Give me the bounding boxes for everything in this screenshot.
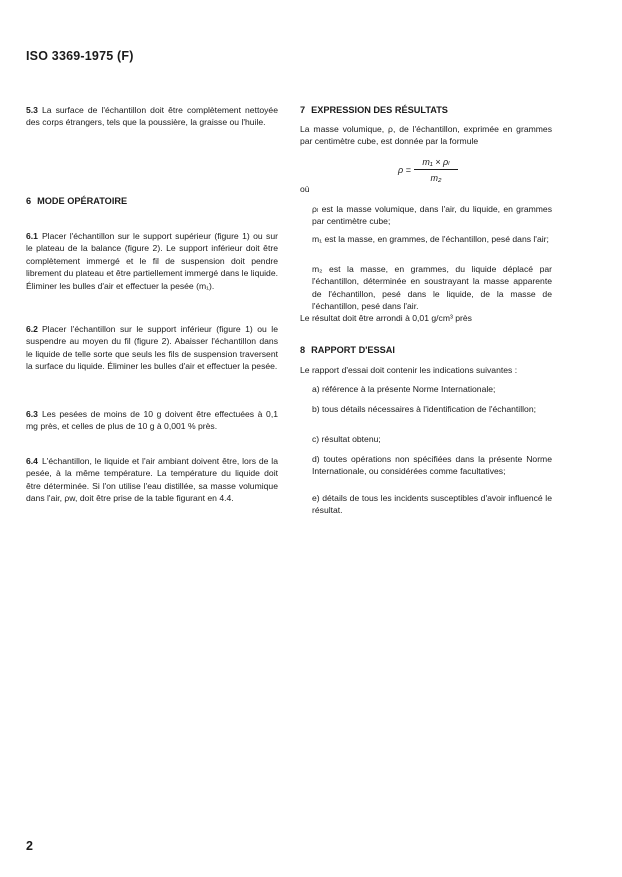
formula-lhs: ρ = bbox=[398, 165, 411, 175]
section-title: MODE OPÉRATOIRE bbox=[37, 196, 128, 206]
clause-5-3 bbox=[26, 104, 278, 129]
report-item-b: b) tous détails nécessaires à l'identification de l'échantillon; bbox=[312, 404, 536, 414]
clause-text: L'échantillon, le liquide et l'air ambiant doivent être, lors de la pesée, à la même température. La température du liquide doit être déterminée. Si l'on utilise l'eau distillée, sa masse volumique dans l'air, ρw, doit être prise de la table figurant en 4.4. bbox=[26, 456, 278, 504]
clause-number: 6.2 bbox=[26, 324, 38, 334]
clause-number: 5.3 bbox=[26, 105, 38, 115]
section-number: 8 bbox=[300, 345, 306, 355]
rounding-note: Le résultat doit être arrondi à 0,01 g/cm³ près bbox=[300, 313, 472, 323]
clause-text: La surface de l'échantillon doit être complètement nettoyée des corps étrangers, tels que la poussière, la graisse ou l'huile. bbox=[26, 105, 278, 128]
clause-number: 6.4 bbox=[26, 456, 38, 466]
fraction-bar bbox=[414, 169, 458, 170]
section-title: EXPRESSION DES RÉSULTATS bbox=[311, 105, 448, 115]
clause-6-1 bbox=[26, 230, 278, 292]
report-item-c: c) résultat obtenu; bbox=[312, 434, 381, 444]
formula-denominator: m₂ bbox=[430, 173, 442, 183]
clause-text: Placer l'échantillon sur le support supérieur (figure 1) ou sur le plateau de la balance (figure 2). Le support inférieur doit être complètement immergé et le fil de suspension doit pendre librement du plateau et être partiellement immergé dans le liquide. Éliminer les bulles d'air et effectuer la pesée (m₁). bbox=[26, 231, 278, 291]
section-6-heading bbox=[26, 195, 278, 207]
document-header: ISO 3369-1975 (F) bbox=[26, 49, 134, 63]
section-7-heading bbox=[300, 104, 552, 116]
definition-m1: m₁ est la masse, en grammes, de l'échantillon, pesé dans l'air; bbox=[312, 234, 549, 244]
definition-rho-l: ρₗ est la masse volumique, dans l'air, du liquide, en grammes par centimètre cube; bbox=[312, 204, 552, 227]
page-number: 2 bbox=[26, 839, 33, 853]
section-8-heading bbox=[300, 344, 552, 356]
section-number: 7 bbox=[300, 105, 306, 115]
formula-numerator: m₁ × ρₗ bbox=[422, 157, 450, 167]
report-item-a: a) référence à la présente Norme Internationale; bbox=[312, 384, 496, 394]
report-item-e: e) détails de tous les incidents susceptibles d'avoir influencé le résultat. bbox=[312, 493, 552, 516]
clause-6-2 bbox=[26, 323, 278, 373]
clause-number: 6.1 bbox=[26, 231, 38, 241]
clause-text: Placer l'échantillon sur le support inférieur (figure 1) ou le suspendre au moyen du fil (figure 2). Abaisser l'échantillon dans le liquide de telle sorte que seuls les fils de suspension traversent la surface du liquide. Éliminer les bulles d'air et effectuer la pesée. bbox=[26, 324, 278, 372]
clause-6-4 bbox=[26, 455, 278, 505]
section-7-intro: La masse volumique, ρ, de l'échantillon, exprimée en grammes par centimètre cube, est donnée par la formule bbox=[300, 124, 552, 147]
definition-m2: m₂ est la masse, en grammes, du liquide déplacé par l'échantillon, déterminée en soustrayant la masse apparente de l'échantillon, pesé dans le liquide, de la masse de l'échantillon, pesé dans l'air. bbox=[312, 264, 552, 312]
clause-6-3 bbox=[26, 408, 278, 433]
section-title: RAPPORT D'ESSAI bbox=[311, 345, 395, 355]
where-label: où bbox=[300, 184, 310, 194]
section-number: 6 bbox=[26, 196, 32, 206]
clause-number: 6.3 bbox=[26, 409, 38, 419]
section-8-intro: Le rapport d'essai doit contenir les indications suivantes : bbox=[300, 365, 518, 375]
clause-text: Les pesées de moins de 10 g doivent être effectuées à 0,1 mg près, et celles de plus de 10 g à 0,001 % près. bbox=[26, 409, 278, 432]
report-item-d: d) toutes opérations non spécifiées dans la présente Norme Internationale, ou considérées comme facultatives; bbox=[312, 454, 552, 477]
